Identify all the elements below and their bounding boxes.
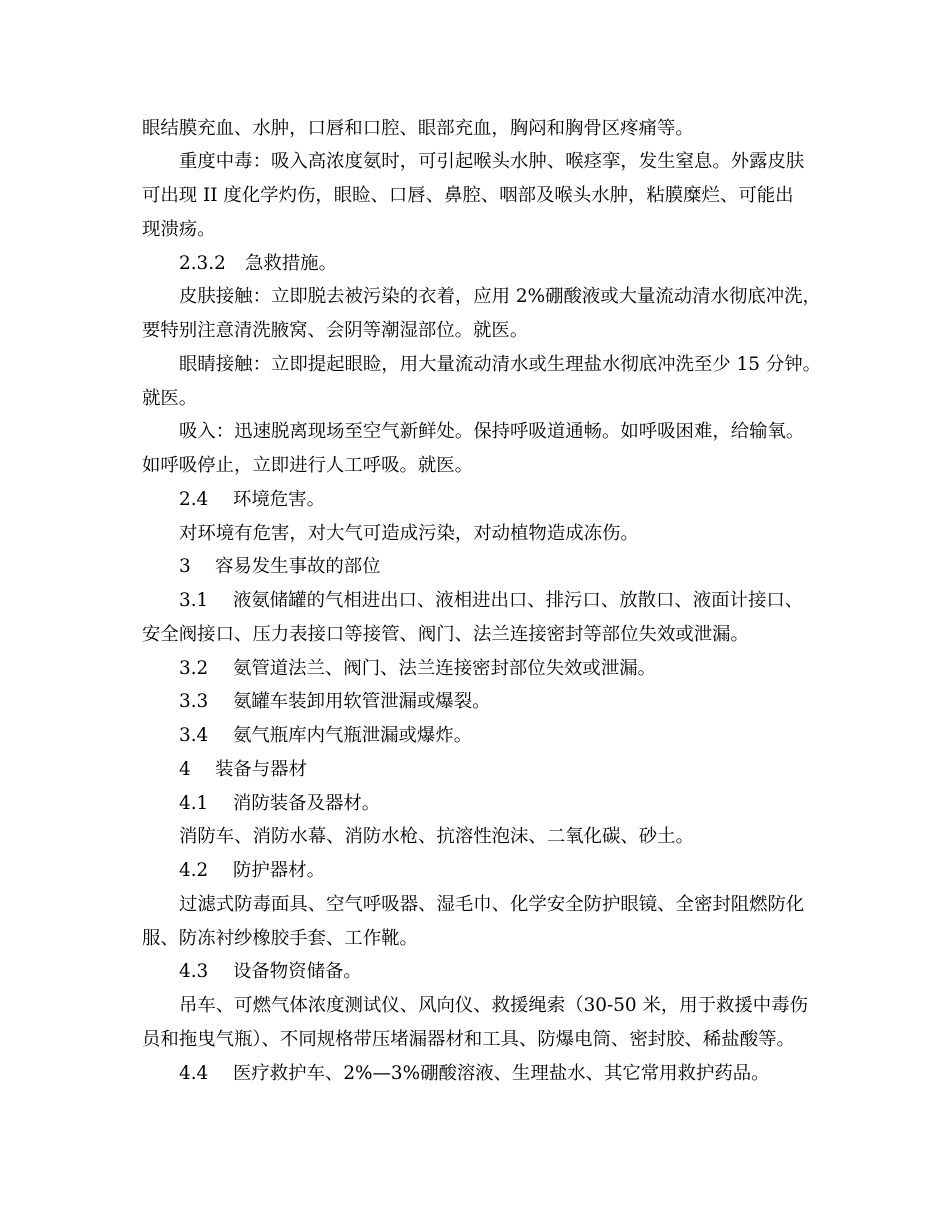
line-text: 安全阀接口、压力表接口等接管、阀门、法兰连接密封等部位失效或泄漏。	[142, 624, 749, 645]
text-line	[142, 184, 842, 208]
section-heading	[179, 724, 879, 748]
text-line	[142, 218, 842, 242]
text-line	[142, 117, 842, 141]
line-text: 员和拖曳气瓶）、不同规格带压堵漏器材和工具、防爆电筒、密封胶、稀盐酸等。	[142, 1029, 795, 1050]
line-text: 如呼吸停止，立即进行人工呼吸。就医。	[142, 455, 474, 476]
text-line	[142, 454, 842, 478]
section-title: 环境危害。	[233, 489, 325, 510]
section-heading	[179, 758, 879, 782]
line-text: 要特别注意清洗腋窝、会阴等潮湿部位。就医。	[142, 320, 529, 341]
section-title: 液氨储罐的气相进出口、液相进出口、排污口、放散口、液面计接口、	[233, 590, 804, 611]
section-title: 氨管道法兰、阀门、法兰连接密封部位失效或泄漏。	[233, 658, 656, 679]
text-line	[179, 994, 879, 1018]
section-number: 4.1	[179, 793, 209, 814]
line-text: 消防车、消防水幕、消防水枪、抗溶性泡沫、二氧化碳、砂土。	[179, 826, 694, 847]
section-title: 急救措施。	[245, 253, 337, 274]
section-number: 4.2	[179, 860, 209, 881]
line-text: 可出现 II 度化学灼伤，眼睑、口唇、鼻腔、咽部及喉头水肿，粘膜糜烂、可能出	[142, 185, 794, 206]
section-number: 3.2	[179, 658, 209, 679]
line-text: 现溃疡。	[142, 219, 216, 240]
text-line	[142, 623, 842, 647]
section-number: 4.4	[179, 1063, 209, 1084]
section-number: 2.4	[179, 489, 209, 510]
section-title: 氨气瓶库内气瓶泄漏或爆炸。	[233, 725, 473, 746]
line-text: 眼睛接触：立即提起眼睑，用大量流动清水或生理盐水彻底冲洗至少 15 分钟。	[179, 354, 821, 375]
line-text: 眼结膜充血、水肿，口唇和口腔、眼部充血，胸闷和胸骨区疼痛等。	[142, 118, 694, 139]
section-number: 3.4	[179, 725, 209, 746]
text-line	[142, 1028, 842, 1052]
section-title: 消防装备及器材。	[233, 793, 381, 814]
section-number: 3.3	[179, 691, 209, 712]
line-text: 就医。	[142, 388, 198, 409]
section-title: 装备与器材	[215, 759, 307, 780]
section-number: 3	[179, 556, 191, 577]
section-heading	[179, 690, 879, 714]
line-text: 皮肤接触：立即脱去被污染的衣着，应用 2%硼酸液或大量流动清水彻底冲洗，	[179, 286, 821, 307]
text-line	[179, 522, 879, 546]
section-title: 设备物资储备。	[233, 961, 362, 982]
section-heading	[179, 792, 879, 816]
line-text: 吊车、可燃气体浓度测试仪、风向仪、救援绳索（30-50 米，用于救援中毒伤	[179, 995, 808, 1016]
text-line	[142, 319, 842, 343]
text-line	[179, 893, 879, 917]
section-number: 4	[179, 759, 191, 780]
section-title: 医疗救护车、2%—3%硼酸溶液、生理盐水、其它常用救护药品。	[233, 1063, 770, 1084]
text-line	[179, 420, 879, 444]
section-heading	[179, 657, 879, 681]
section-number: 3.1	[179, 590, 209, 611]
section-heading	[179, 252, 879, 276]
text-line	[179, 150, 879, 174]
text-line	[142, 387, 842, 411]
section-heading	[179, 960, 879, 984]
line-text: 对环境有危害，对大气可造成污染，对动植物造成冻伤。	[179, 523, 639, 544]
section-heading	[179, 859, 879, 883]
section-heading	[179, 1062, 879, 1086]
section-heading	[179, 488, 879, 512]
text-line	[142, 927, 842, 951]
section-number: 4.3	[179, 961, 209, 982]
line-text: 重度中毒：吸入高浓度氨时，可引起喉头水肿、喉痉挛，发生窒息。外露皮肤	[179, 151, 805, 172]
text-line	[179, 825, 879, 849]
section-heading	[179, 589, 879, 613]
section-title: 容易发生事故的部位	[215, 556, 381, 577]
text-line	[179, 285, 879, 309]
line-text: 吸入：迅速脱离现场至空气新鲜处。保持呼吸道通畅。如呼吸困难，给输氧。	[179, 421, 805, 442]
text-line	[179, 353, 879, 377]
section-heading	[179, 555, 879, 579]
line-text: 服、防冻衬纱橡胶手套、工作靴。	[142, 928, 418, 949]
line-text: 过滤式防毒面具、空气呼吸器、湿毛巾、化学安全防护眼镜、全密封阻燃防化	[179, 894, 805, 915]
section-number: 2.3.2	[179, 253, 226, 274]
section-title: 防护器材。	[233, 860, 325, 881]
section-title: 氨罐车装卸用软管泄漏或爆裂。	[233, 691, 491, 712]
